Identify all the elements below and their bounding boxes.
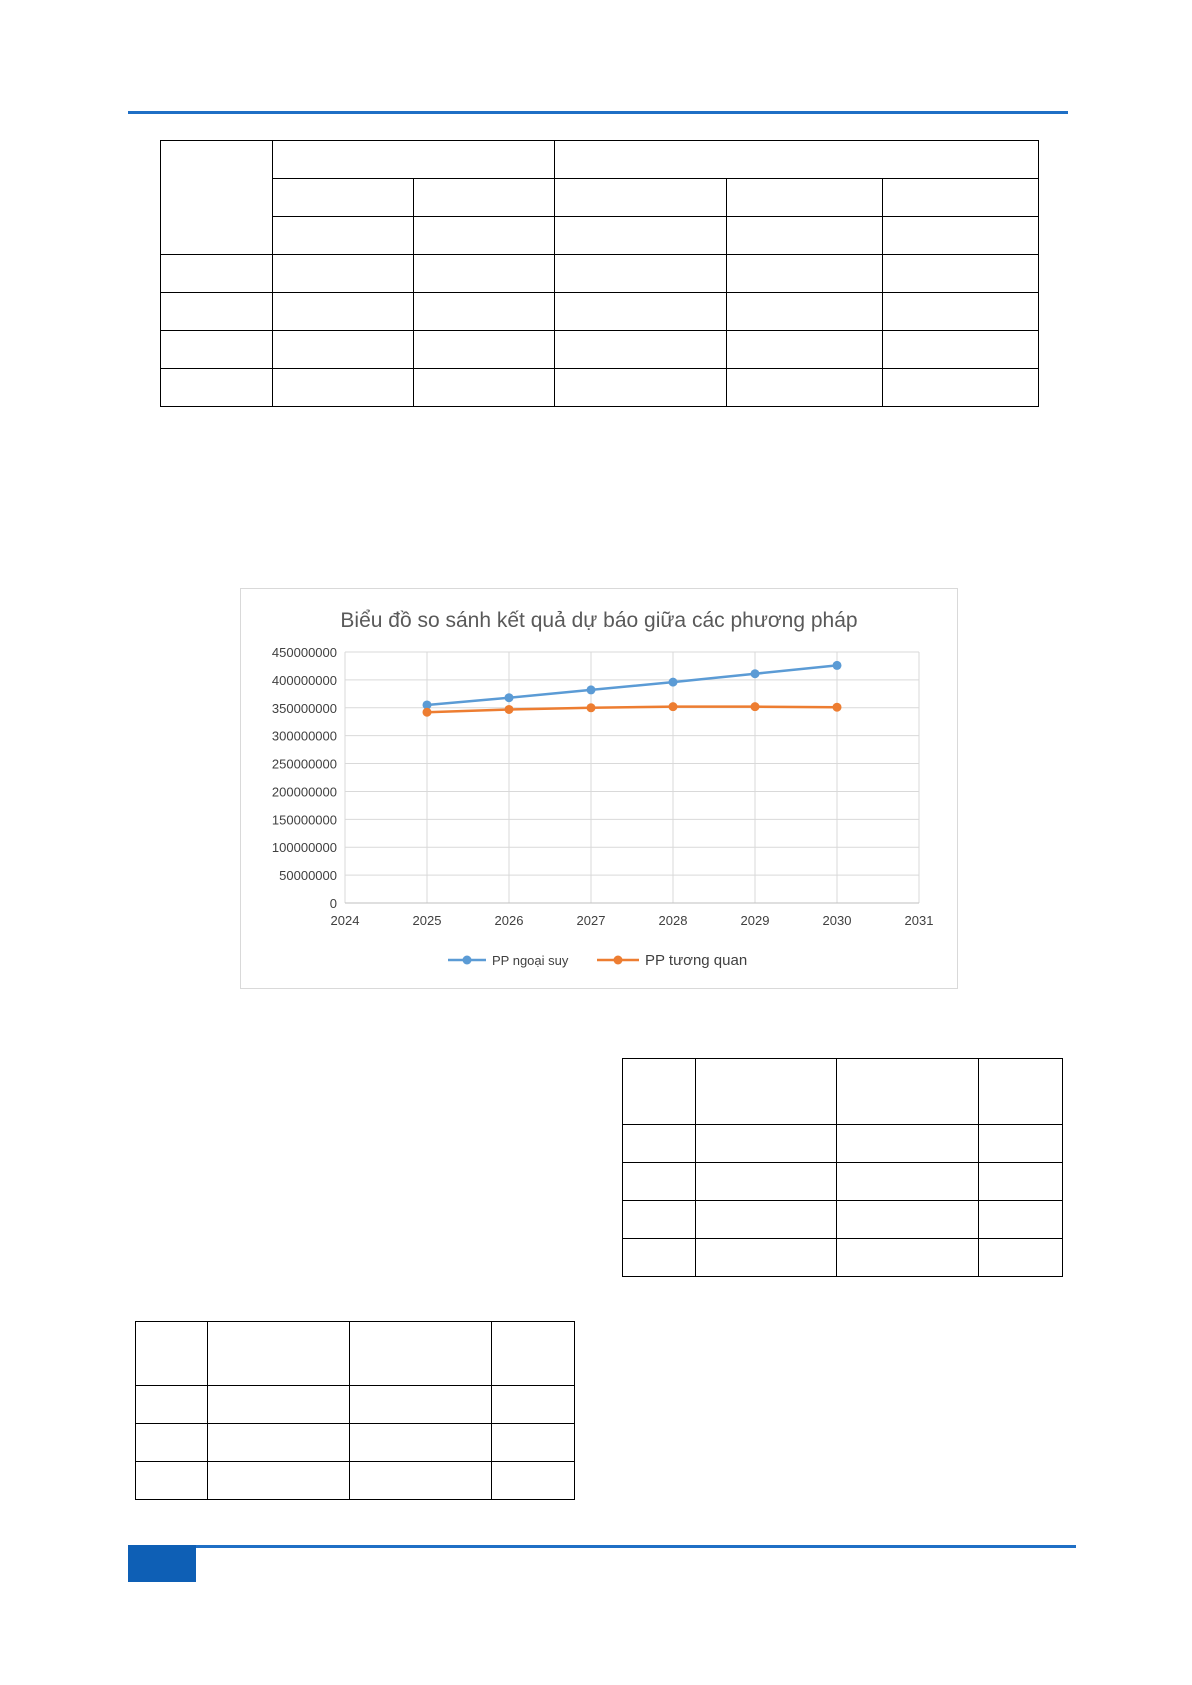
y-axis-labels	[272, 645, 337, 911]
table-cell	[979, 1125, 1063, 1163]
series-line-1	[427, 665, 837, 705]
x-tick-label: 2028	[658, 913, 688, 928]
x-tick-label: 2031	[904, 913, 934, 928]
table-cell	[727, 255, 883, 293]
table-cell	[623, 1239, 696, 1277]
table-row	[161, 293, 1039, 331]
table-row	[161, 369, 1039, 407]
table-row	[623, 1239, 1063, 1277]
table-cell	[623, 1059, 696, 1125]
table-cell	[414, 331, 555, 369]
chart-series	[423, 661, 842, 717]
legend-label-series-2: PP tương quan	[645, 952, 748, 969]
table-cell	[623, 1163, 696, 1201]
series-1-point	[833, 661, 842, 670]
table-cell	[161, 293, 273, 331]
x-tick-label: 2025	[412, 913, 442, 928]
table-cell	[492, 1322, 575, 1386]
table-cell	[350, 1386, 492, 1424]
x-tick-label: 2030	[822, 913, 852, 928]
table-cell	[414, 369, 555, 407]
table-cell	[273, 293, 414, 331]
table-cell	[414, 179, 555, 217]
table-cell	[623, 1201, 696, 1239]
series-2-point	[833, 703, 842, 712]
page-number-box	[128, 1545, 196, 1582]
table-cell	[555, 179, 727, 217]
table-cell	[979, 1239, 1063, 1277]
table-row	[161, 255, 1039, 293]
table-cell	[837, 1163, 979, 1201]
y-tick-label: 200000000	[271, 784, 337, 800]
table-cell	[414, 255, 555, 293]
table-cell	[161, 255, 273, 293]
table-cell	[136, 1462, 208, 1500]
table-row	[623, 1125, 1063, 1163]
table-row	[136, 1322, 575, 1386]
table-cell	[161, 141, 273, 255]
table-cell	[727, 293, 883, 331]
y-tick-label: 250000000	[271, 756, 337, 772]
table-cell	[883, 255, 1039, 293]
legend-marker-series-1	[463, 956, 472, 965]
x-tick-label: 2026	[494, 913, 524, 928]
chart-svg	[241, 589, 957, 988]
table-row	[136, 1424, 575, 1462]
series-2-point	[505, 705, 514, 714]
y-tick-label: 450000000	[271, 645, 337, 660]
x-axis-labels	[331, 913, 934, 928]
chart-title: Biểu đồ so sánh kết quả dự báo giữa các phương pháp	[340, 609, 858, 632]
table-cell	[492, 1462, 575, 1500]
series-2-point	[423, 708, 432, 717]
y-tick-label: 100000000	[271, 840, 337, 856]
table-cell	[837, 1201, 979, 1239]
table-cell	[555, 293, 727, 331]
legend-label-series-1: PP ngoại suy	[492, 953, 569, 968]
y-tick-label: 150000000	[271, 812, 337, 828]
series-1-point	[505, 693, 514, 702]
table-cell	[727, 217, 883, 255]
chart-grid	[345, 652, 919, 903]
table-cell	[727, 331, 883, 369]
table-cell	[273, 141, 555, 179]
table-cell	[837, 1239, 979, 1277]
table-bottom-left	[135, 1321, 575, 1500]
table-cell	[883, 217, 1039, 255]
table-row	[161, 217, 1039, 255]
table-cell	[555, 255, 727, 293]
table-cell	[414, 217, 555, 255]
table-cell	[273, 217, 414, 255]
y-tick-label: 0	[329, 896, 337, 911]
table-cell	[161, 369, 273, 407]
series-1-point	[587, 685, 596, 694]
table-cell	[350, 1462, 492, 1500]
table-row	[136, 1462, 575, 1500]
table-cell	[696, 1059, 837, 1125]
table-row	[623, 1163, 1063, 1201]
table-cell	[350, 1424, 492, 1462]
y-tick-label: 50000000	[279, 868, 337, 884]
table-cell	[273, 255, 414, 293]
series-1-point	[669, 678, 678, 687]
footer-rule	[128, 1545, 1076, 1548]
table-cell	[273, 179, 414, 217]
table-cell	[979, 1163, 1063, 1201]
series-2-point	[751, 702, 760, 711]
table-cell	[696, 1239, 837, 1277]
table-cell	[883, 179, 1039, 217]
table-cell	[350, 1322, 492, 1386]
table-cell	[837, 1125, 979, 1163]
y-tick-label: 350000000	[271, 700, 337, 716]
table-cell	[136, 1386, 208, 1424]
table-cell	[696, 1163, 837, 1201]
table-cell	[883, 369, 1039, 407]
table-cell	[555, 369, 727, 407]
table-cell	[727, 179, 883, 217]
table-top	[160, 140, 1039, 407]
table-cell	[696, 1201, 837, 1239]
series-1-point	[751, 669, 760, 678]
series-2-point	[669, 702, 678, 711]
table-row	[136, 1386, 575, 1424]
x-tick-label: 2027	[576, 913, 606, 928]
table-cell	[727, 369, 883, 407]
table-cell	[555, 141, 1039, 179]
table-row	[161, 141, 1039, 179]
table-row	[161, 331, 1039, 369]
table-cell	[161, 331, 273, 369]
series-2-point	[587, 703, 596, 712]
chart-legend	[448, 952, 747, 969]
table-cell	[979, 1059, 1063, 1125]
table-cell	[273, 331, 414, 369]
table-cell	[555, 217, 727, 255]
table-cell	[623, 1125, 696, 1163]
table-right	[622, 1058, 1063, 1277]
table-cell	[492, 1386, 575, 1424]
table-row	[623, 1201, 1063, 1239]
y-tick-label: 300000000	[271, 728, 337, 744]
forecast-chart	[240, 588, 958, 989]
legend-marker-series-2	[614, 956, 623, 965]
table-cell	[837, 1059, 979, 1125]
table-cell	[492, 1424, 575, 1462]
table-cell	[208, 1424, 350, 1462]
table-row	[161, 179, 1039, 217]
table-cell	[136, 1424, 208, 1462]
x-tick-label: 2024	[330, 913, 360, 928]
table-cell	[208, 1462, 350, 1500]
table-cell	[555, 331, 727, 369]
table-cell	[273, 369, 414, 407]
x-tick-label: 2029	[740, 913, 770, 928]
table-cell	[696, 1125, 837, 1163]
table-cell	[414, 293, 555, 331]
table-cell	[883, 331, 1039, 369]
table-row	[623, 1059, 1063, 1125]
table-cell	[208, 1386, 350, 1424]
table-cell	[208, 1322, 350, 1386]
y-tick-label: 400000000	[271, 672, 337, 688]
table-cell	[883, 293, 1039, 331]
table-cell	[979, 1201, 1063, 1239]
table-cell	[136, 1322, 208, 1386]
header-rule	[128, 111, 1068, 114]
